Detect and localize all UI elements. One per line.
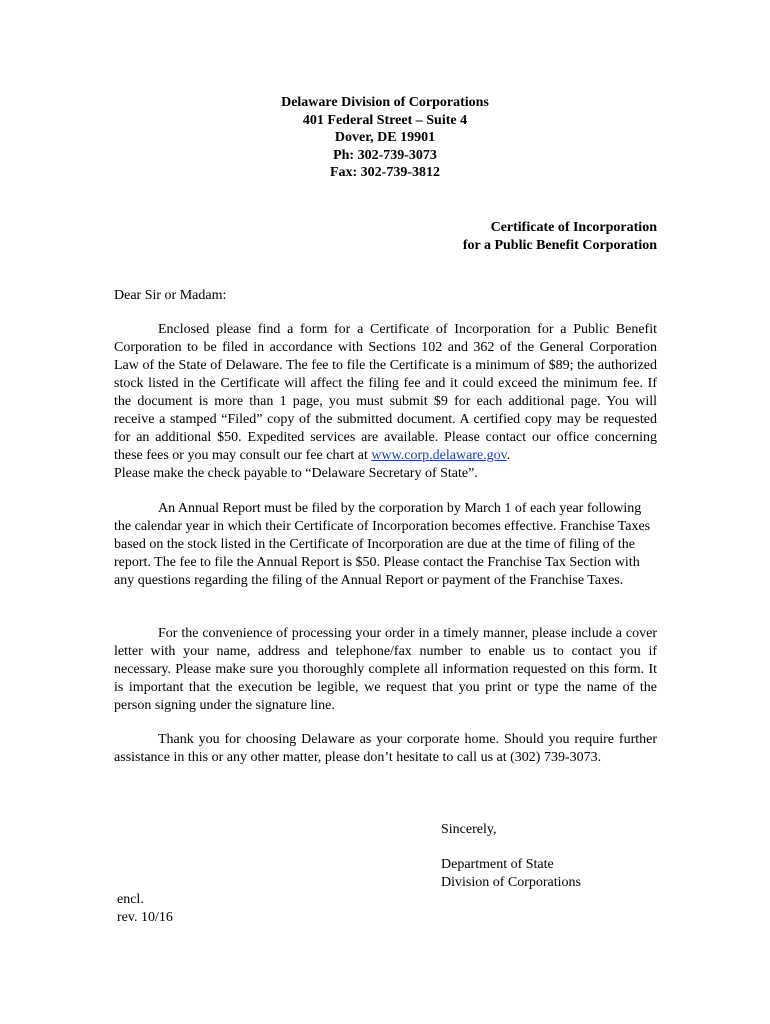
- paragraph-processing: [114, 625, 657, 715]
- paragraph-thank-you-text: Thank you for choosing Delaware as your corporate home. Should you require further assistance in this or any other matter, please don’t hesitate to call us at (302) 739-3073.: [114, 732, 657, 765]
- closing-sincerely: [441, 821, 496, 839]
- closing-sincerely-text: Sincerely,: [441, 822, 497, 837]
- paragraph-annual-report-text: An Annual Report must be filed by the corporation by March 1 of each year following the calendar year in which their Certificate of Incorporation becomes effective. Franchise Taxes based on the stock listed in the Certificate of Incorporation are due at the time of filing of the report. The fee to file the Annual Report is $50. Please contact the Franchise Tax Section with any questions regarding the filing of the Annual Report or payment of the Franchise Taxes.: [114, 501, 651, 588]
- letterhead-phone: Ph: 302-739-3073: [333, 147, 437, 163]
- paragraph-fees-text: Enclosed please find a form for a Certificate of Incorporation for a Public Benefit Corporation to be filed in accordance with Sections 102 and 362 of the General Corporation Law of the State of Delaware. The fee to file the Certificate is a minimum of $89; the authorized stock listed in the Certificate will affect the filing fee and it could exceed the minimum fee. If the document is more than 1 page, you must submit $9 for each additional page. You will receive a stamped “Filed” copy of the submitted document. A certified copy may be requested for an additional $50. Expedited services are available. Please contact our office concerning these fees or you may consult our fee chart at: [114, 322, 657, 463]
- paragraph-annual-report: [114, 500, 657, 590]
- salutation: Dear Sir or Madam:: [114, 288, 227, 303]
- footer-encl: encl.: [117, 892, 144, 907]
- paragraph-fees: [114, 321, 657, 483]
- closing-department: Department of State: [441, 857, 554, 872]
- closing-division: Division of Corporations: [441, 874, 581, 890]
- letterhead-city: Dover, DE 19901: [334, 130, 436, 146]
- fee-chart-link[interactable]: www.corp.delaware.gov: [371, 448, 507, 463]
- letterhead: [0, 94, 770, 182]
- footer-revision: rev. 10/16: [117, 909, 173, 925]
- paragraph-fees-period: .: [506, 448, 511, 463]
- footer-notes: [117, 891, 173, 926]
- letterhead-fax: Fax: 302-739-3812: [329, 165, 441, 181]
- letterhead-org: Delaware Division of Corporations: [281, 95, 489, 110]
- document-title-line1: Certificate of Incorporation: [490, 220, 657, 235]
- document-title: [463, 219, 657, 254]
- letterhead-street: 401 Federal Street – Suite 4: [302, 112, 468, 128]
- document-title-line2: for a Public Benefit Corporation: [462, 237, 657, 253]
- paragraph-processing-text: For the convenience of processing your order in a timely manner, please include a cover letter with your name, address and telephone/fax number to enable us to contact you if necessary. Please make sure you thoroughly complete all information requested on this form. It is important that the execution be legible, we request that you print or type the name of the person signing under the signature line.: [114, 626, 657, 713]
- paragraph-thank-you: [114, 731, 657, 767]
- paragraph-fees-payable: Please make the check payable to “Delaware Secretary of State”.: [114, 466, 478, 481]
- closing-signature-block: [441, 856, 581, 891]
